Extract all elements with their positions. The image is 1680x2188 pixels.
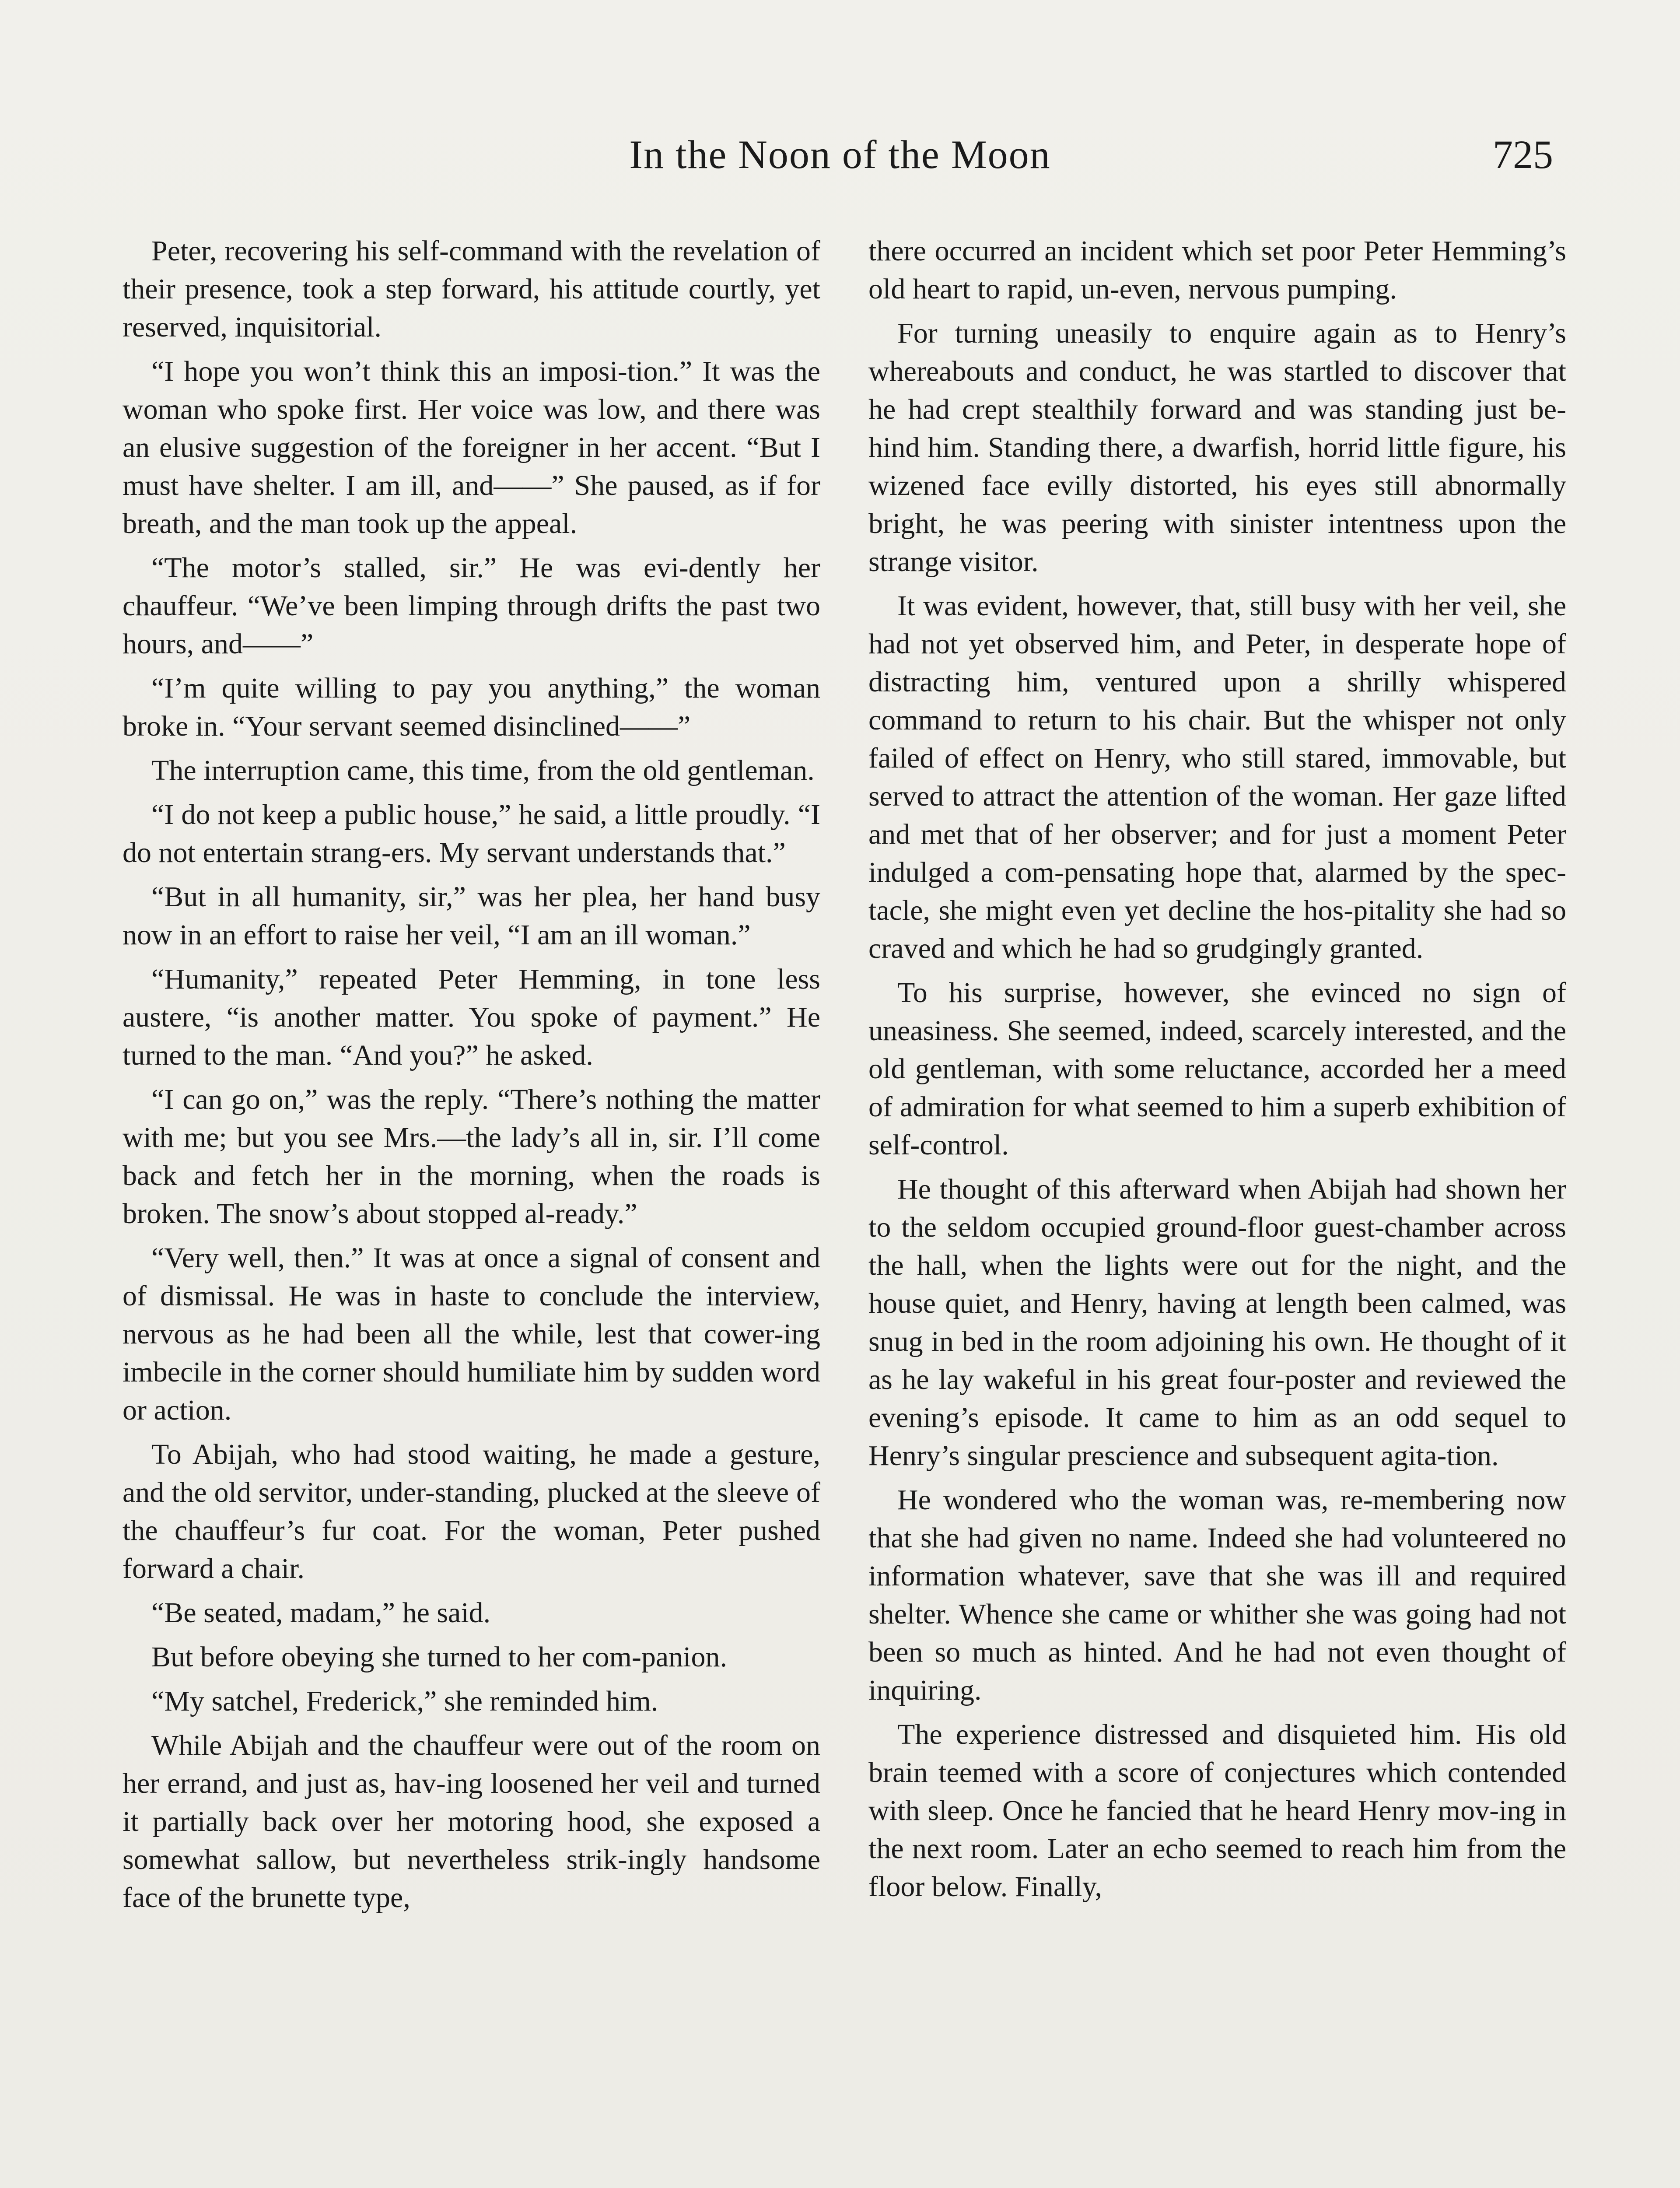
paragraph: To his surprise, however, she evinced no sign of uneasiness. She seemed, indeed, scarcely interested, and the old gentleman, with some reluctance, accorded her a meed of admiration for what seemed to him a superb exhibition of self-control. bbox=[868, 977, 1566, 1161]
paragraph: He wondered who the woman was, re-membering now that she had given no name. Indeed she had volunteered no information whatever, save that she was ill and required shelter. Whence she came or whither she was going had not been so much as hinted. And he had not even thought of inquiring. bbox=[868, 1484, 1566, 1706]
text-columns bbox=[122, 232, 1566, 2188]
paragraph: To Abijah, who had stood waiting, he made a gesture, and the old servitor, under-standing, plucked at the sleeve of the chauffeur’s fur coat. For the woman, Peter pushed forward a chair. bbox=[122, 1438, 820, 1585]
running-head bbox=[0, 131, 1680, 188]
paragraph: The experience distressed and disquieted him. His old brain teemed with a score of conjectures which contended with sleep. Once he fancied that he heard Henry mov-ing in the next room. Later an echo seemed to reach him from the floor below. Finally, bbox=[868, 1718, 1566, 1903]
paragraph: “I’m quite willing to pay you anything,” the woman broke in. “Your servant seemed disinclined——” bbox=[122, 672, 820, 742]
paragraph: He thought of this afterward when Abijah had shown her to the seldom occupied ground-floor guest-chamber across the hall, when the lights were out for the night, and the house quiet, and Henry, having at length been calmed, was snug in bed in the room adjoining his own. He thought of it as he lay wakeful in his great four-poster and reviewed the evening’s episode. It came to him as an odd sequel to Henry’s singular prescience and subsequent agita-tion. bbox=[868, 1173, 1566, 1472]
paragraph: “I hope you won’t think this an imposi-tion.” It was the woman who spoke first. Her voice was low, and there was an elusive suggestion of the foreigner in her accent. “But I must have shelter. I am ill, and——” She paused, as if for breath, and the man took up the appeal. bbox=[122, 355, 820, 540]
paragraph: While Abijah and the chauffeur were out of the room on her errand, and just as, hav-ing loosened her veil and turned it partially back over her motoring hood, she exposed a somewhat sallow, but nevertheless strik-ingly handsome face of the brunette type, bbox=[122, 1729, 820, 1914]
right-column bbox=[868, 232, 1566, 2188]
paragraph: “But in all humanity, sir,” was her plea, her hand busy now in an effort to raise her veil, “I am an ill woman.” bbox=[122, 881, 820, 951]
paragraph: It was evident, however, that, still busy with her veil, she had not yet observed him, and Peter, in desperate hope of distracting him, ventured upon a shrilly whispered command to return to his chair. But the whisper not only failed of effect on Henry, who still stared, immovable, but served to attract the attention of the woman. Her gaze lifted and met that of her observer; and for just a moment Peter indulged a com-pensating hope that, alarmed by the spec-tacle, she might even yet decline the hos-pitality she had so craved and which he had so grudgingly granted. bbox=[868, 590, 1566, 964]
paragraph: “I do not keep a public house,” he said, a little proudly. “I do not entertain strang-ers. My servant understands that.” bbox=[122, 799, 820, 869]
paragraph: “The motor’s stalled, sir.” He was evi-dently her chauffeur. “We’ve been limping through drifts the past two hours, and——” bbox=[122, 552, 820, 660]
paragraph: For turning uneasily to enquire again as to Henry’s whereabouts and conduct, he was startled to discover that he had crept stealthily forward and was standing just be-hind him. Standing there, a dwarfish, horrid little figure, his wizened face evilly distorted, his eyes still abnormally bright, he was peering with sinister intentness upon the strange visitor. bbox=[868, 317, 1566, 578]
paragraph: “Be seated, madam,” he said. bbox=[151, 1597, 491, 1629]
paragraph: “Humanity,” repeated Peter Hemming, in tone less austere, “is another matter. You spoke of payment.” He turned to the man. “And you?” he asked. bbox=[122, 963, 820, 1071]
paragraph: “I can go on,” was the reply. “There’s nothing the matter with me; but you see Mrs.—the lady’s all in, sir. I’ll come back and fetch her in the morning, when the roads is broken. The snow’s about stopped al-ready.” bbox=[122, 1083, 820, 1230]
page-title: In the Noon of the Moon bbox=[629, 132, 1051, 177]
paragraph: But before obeying she turned to her com-panion. bbox=[151, 1641, 727, 1673]
paragraph: there occurred an incident which set poor Peter Hemming’s old heart to rapid, un-even, nervous pumping. bbox=[868, 235, 1566, 305]
paragraph: The interruption came, this time, from the old gentleman. bbox=[151, 754, 815, 786]
page-number: 725 bbox=[1493, 132, 1553, 177]
paragraph: “Very well, then.” It was at once a signal of consent and of dismissal. He was in haste to conclude the interview, nervous as he had been all the while, lest that cower-ing imbecile in the corner should humiliate him by sudden word or action. bbox=[122, 1242, 820, 1426]
paragraph: “My satchel, Frederick,” she reminded him. bbox=[151, 1685, 658, 1717]
paragraph: Peter, recovering his self-command with the revelation of their presence, took a step forward, his attitude courtly, yet reserved, inquisitorial. bbox=[122, 235, 820, 343]
left-column bbox=[122, 232, 820, 2188]
